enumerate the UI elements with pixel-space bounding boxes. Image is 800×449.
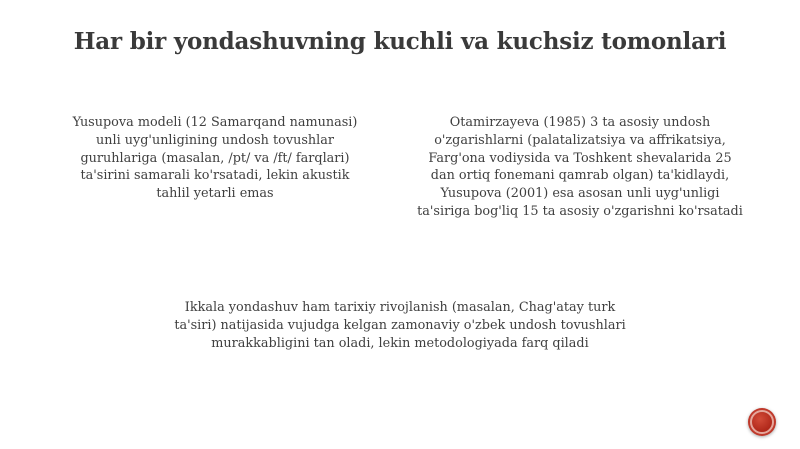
bottom-paragraph-line: murakkabligini tan oladi, lekin metodologiyada farq qiladi — [211, 335, 589, 351]
slide-title: Har bir yondashuvning kuchli va kuchsiz tomonlari — [73, 28, 727, 55]
next-slide-button[interactable] — [748, 408, 776, 436]
right-paragraph-line: dan ortiq fonemani qamrab olgan) ta'kidlaydi, — [430, 168, 730, 184]
right-paragraph — [390, 114, 770, 221]
right-paragraph-line: Farg'ona vodiysida va Toshkent shevalarida 25 — [428, 150, 732, 166]
left-paragraph-line: ta'sirini samarali ko'rsatadi, lekin akustik — [80, 168, 350, 184]
bottom-paragraph-line: ta'siri) natijasida vujudga kelgan zamonaviy o'zbek undosh tovushlari — [174, 317, 626, 333]
bottom-paragraph — [120, 299, 680, 352]
bottom-paragraph-line: Ikkala yondashuv ham tarixiy rivojlanish (masalan, Chag'atay turk — [184, 300, 616, 315]
left-paragraph-line: Yusupova modeli (12 Samarqand namunasi) — [72, 115, 358, 130]
left-paragraph-line: unli uyg'unligining undosh tovushlar — [96, 132, 334, 148]
left-paragraph-line: guruhlariga (masalan, /pt/ va /ft/ farqlari) — [80, 150, 350, 166]
right-paragraph-line: Yusupova (2001) esa asosan unli uyg'unligi — [440, 186, 720, 202]
left-paragraph-line: tahlil yetarli emas — [156, 186, 274, 202]
right-paragraph-line: o'zgarishlarni (palatalizatsiya va affrikatsiya, — [434, 132, 726, 148]
right-paragraph-line: ta'siriga bog'liq 15 ta asosiy o'zgarishni ko'rsatadi — [417, 203, 743, 219]
right-paragraph-line: Otamirzayeva (1985) 3 ta asosiy undosh — [449, 115, 711, 130]
circle-button-icon — [750, 410, 774, 434]
left-paragraph — [40, 114, 390, 203]
